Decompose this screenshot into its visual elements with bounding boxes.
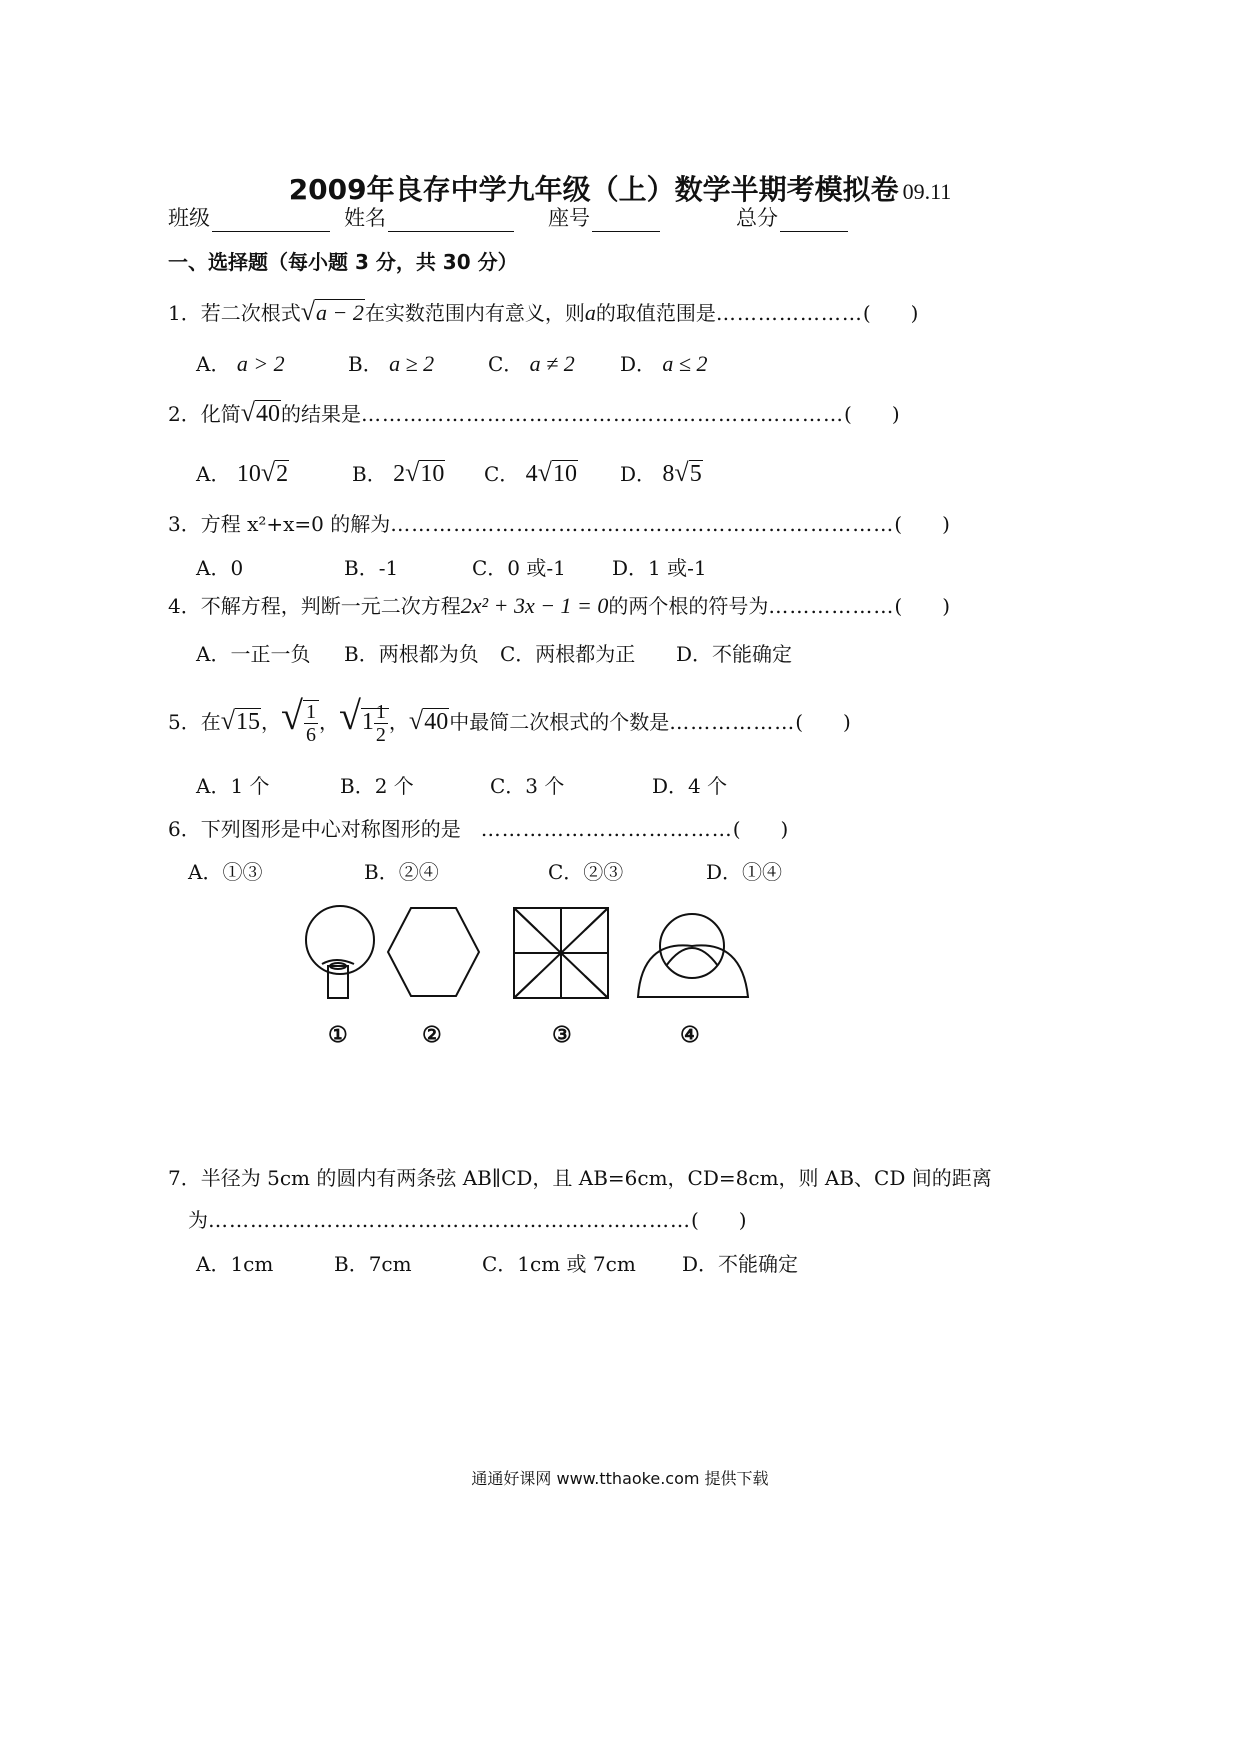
footer-text: 通通好课网 www.tthaoke.com 提供下载 [471,1469,769,1488]
radical: √40 [408,706,449,735]
option-d[interactable]: D．①④ [706,860,783,884]
score-label: 总分 [736,206,778,230]
equation: 2x² + 3x − 1 = 0 [460,593,609,618]
hexagon-figure [388,908,479,996]
radicand: a − 2 [316,300,364,325]
option-b[interactable]: B． 2√10 [352,458,445,487]
option-a[interactable]: A． a > 2 [196,351,285,376]
question-text: 中最简二次根式的个数是 [449,710,670,734]
figure-label-1: ① [328,1022,348,1048]
class-field[interactable] [168,202,330,232]
question-text: 不解方程，判断一元二次方程 [200,594,461,618]
figure-label-3: ③ [552,1022,572,1048]
score-field[interactable] [736,202,848,232]
radical: √a − 2 [300,297,364,326]
answer-paren: ( ) [795,710,851,734]
option-b[interactable]: B． a ≥ 2 [348,351,435,376]
option-b[interactable]: B．②④ [364,860,439,884]
question-number: 7． [168,1166,201,1190]
option-b[interactable]: B．-1 [344,556,399,580]
radical: √1 $\frac{1}{2}$ [339,692,389,746]
question-text: 的结果是 [281,402,362,426]
name-label: 姓名 [344,206,386,230]
figure-label-4: ④ [680,1022,700,1048]
title-date: 09.11 [902,179,952,204]
option-c[interactable]: C．两根都为正 [500,642,636,666]
option-c[interactable]: C．②③ [548,860,624,884]
question-text: 在实数范围内有意义，则 [364,301,585,325]
seat-label: 座号 [548,206,590,230]
option-a[interactable]: A．1cm [196,1252,274,1276]
question-text: 的两个根的符号为 [608,594,769,618]
question-text: 为 [188,1208,208,1232]
question-4: 4．不解方程，判断一元二次方程2x² + 3x − 1 = 0的两个根的符号为………………( ) [168,590,950,619]
question-text: 的取值范围是 [595,301,716,325]
option-d[interactable]: D．不能确定 [676,642,793,666]
option-c[interactable]: C．3 个 [490,774,565,798]
question-text: 半径为 5cm 的圆内有两条弦 AB∥CD，且 AB=6cm，CD=8cm，则 AB、CD 间的距离 [200,1166,992,1190]
question-number: 1． [168,301,201,325]
figures [296,900,766,1010]
seat-field[interactable] [548,202,660,232]
question-1: 1．若二次根式√a − 2在实数范围内有意义，则a的取值范围是…………………( ) [168,297,919,326]
answer-paren: ( ) [732,817,789,841]
option-d[interactable]: D．4 个 [652,774,728,798]
option-c[interactable]: C．0 或-1 [472,556,566,580]
option-b[interactable]: B．两根都为负 [344,642,479,666]
question-text: 下列图形是中心对称图形的是 [200,817,461,841]
option-a[interactable]: A． 10√2 [196,458,289,487]
triquetra-figure [638,914,748,997]
title-text: 2009年良存中学九年级（上）数学半期考模拟卷 [288,173,899,206]
answer-paren: ( ) [894,512,950,536]
option-b[interactable]: B．7cm [334,1252,412,1276]
section-heading: 一、选择题（每小题 3 分，共 30 分） [168,250,518,274]
question-number: 6． [168,817,201,841]
option-c[interactable]: C． 4√10 [484,458,577,487]
radical: √15 [220,706,261,735]
option-a[interactable]: A．①③ [188,860,263,884]
question-number: 5． [168,710,201,734]
question-7-cont: 为……………………………………………………………( ) [188,1204,747,1233]
option-d[interactable]: D．1 或-1 [612,556,707,580]
question-number: 3． [168,512,201,536]
option-d[interactable]: D．不能确定 [682,1252,799,1276]
question-6: 6．下列图形是中心对称图形的是 ………………………………( ) [168,813,788,842]
pinwheel-figure [514,908,608,998]
figure-label-2: ② [422,1022,442,1048]
question-text: 在 [200,710,221,734]
option-b[interactable]: B．2 个 [340,774,414,798]
class-label: 班级 [168,206,210,230]
option-a[interactable]: A．1 个 [196,774,270,798]
answer-paren: ( ) [691,1208,747,1232]
radical: √40 [240,398,281,427]
name-field[interactable] [344,202,514,232]
question-7 [168,1162,992,1191]
radical: √ $\frac{1}{6}$ [281,692,319,746]
option-a[interactable]: A．一正一负 [196,642,311,666]
option-c[interactable]: C．1cm 或 7cm [482,1252,636,1276]
option-d[interactable]: D． a ≤ 2 [620,351,708,376]
question-2: 2．化简√40的结果是……………………………………………………………( ) [168,398,900,427]
question-5: 5．在√15，√ $\frac{1}{6}$ ，√1 $\frac{1}{2}$ ，√40中最简二次根式的个数是………………( ) [168,693,851,747]
option-d[interactable]: D． 8√5 [620,458,702,487]
radicand: 40 [256,401,281,427]
option-a[interactable]: A．0 [196,556,244,580]
question-3: 3．方程 x²+x=0 的解为………………………………………………………………( ) [168,508,950,537]
question-text: 若二次根式 [200,301,301,325]
question-number: 2． [168,402,201,426]
answer-paren: ( ) [844,402,900,426]
question-text: 化简 [200,402,241,426]
answer-paren: ( ) [862,301,919,325]
question-number: 4． [168,594,201,618]
variable: a [584,300,596,325]
question-text: 方程 x²+x=0 的解为 [200,512,391,536]
answer-paren: ( ) [894,594,951,618]
paddle-figure [306,906,374,998]
option-c[interactable]: C． a ≠ 2 [488,351,575,376]
